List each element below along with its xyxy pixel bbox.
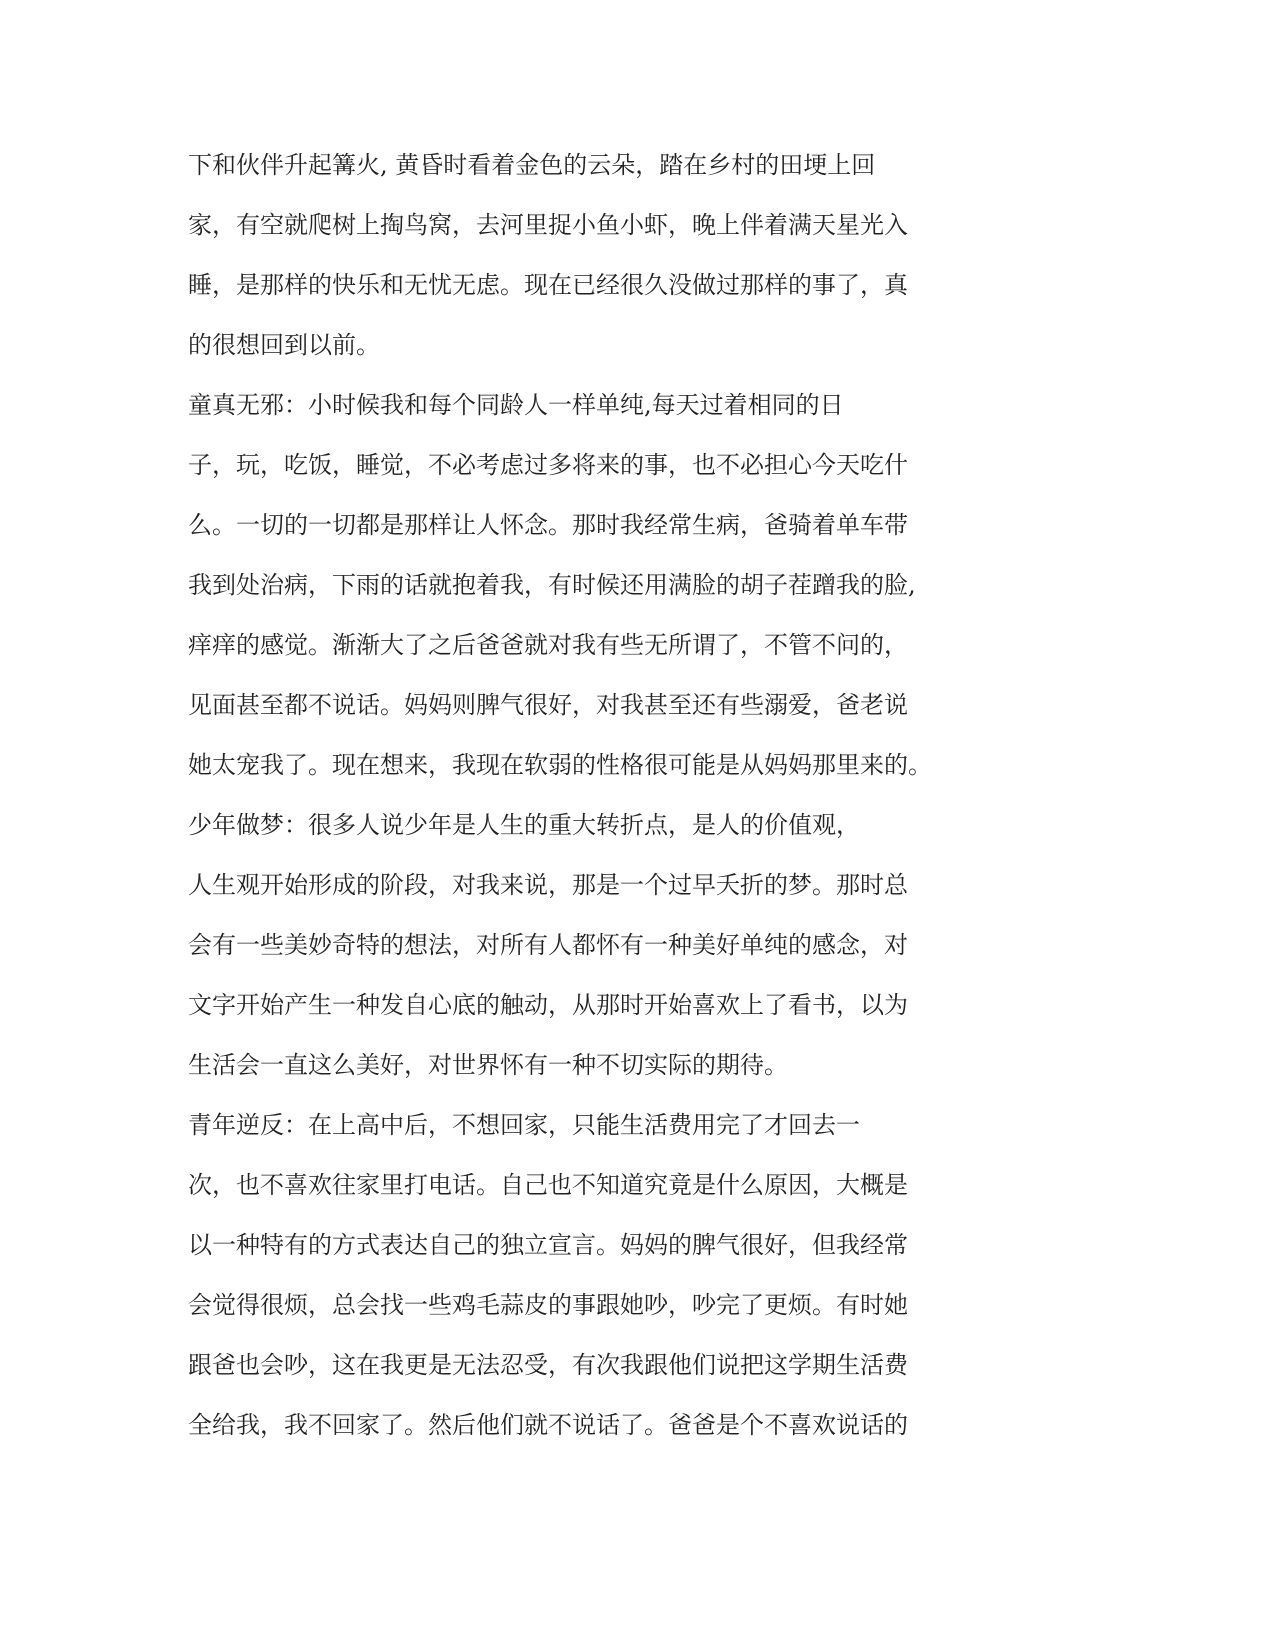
text-line: 会觉得很烦，总会找一些鸡毛蒜皮的事跟她吵，吵完了更烦。有时她 xyxy=(188,1291,908,1319)
text-line: 童真无邪：小时候我和每个同龄人一样单纯,每天过着相同的日 xyxy=(188,391,844,419)
text-line: 子，玩，吃饭，睡觉，不必考虑过多将来的事，也不必担心今天吃什 xyxy=(188,451,908,479)
body-text xyxy=(188,142,948,1462)
text-line: 见面甚至都不说话。妈妈则脾气很好，对我甚至还有些溺爱，爸老说 xyxy=(188,691,908,719)
text-line: 跟爸也会吵，这在我更是无法忍受，有次我跟他们说把这学期生活费 xyxy=(188,1351,908,1379)
text-line: 家，有空就爬树上掏鸟窝，去河里捉小鱼小虾，晚上伴着满天星光入 xyxy=(188,211,908,239)
text-line: 痒痒的感觉。渐渐大了之后爸爸就对我有些无所谓了，不管不问的， xyxy=(188,631,908,659)
text-line: 生活会一直这么美好，对世界怀有一种不切实际的期待。 xyxy=(188,1051,788,1079)
text-line: 她太宠我了。现在想来，我现在软弱的性格很可能是从妈妈那里来的。 xyxy=(188,751,932,779)
text-line: 以一种特有的方式表达自己的独立宣言。妈妈的脾气很好，但我经常 xyxy=(188,1231,908,1259)
text-line: 睡，是那样的快乐和无忧无虑。现在已经很久没做过那样的事了，真 xyxy=(188,271,908,299)
text-line: 青年逆反：在上高中后，不想回家，只能生活费用完了才回去一 xyxy=(188,1111,860,1139)
text-line: 次，也不喜欢往家里打电话。自己也不知道究竟是什么原因，大概是 xyxy=(188,1171,908,1199)
text-line: 全给我，我不回家了。然后他们就不说话了。爸爸是个不喜欢说话的 xyxy=(188,1411,908,1439)
text-line: 文字开始产生一种发自心底的触动，从那时开始喜欢上了看书，以为 xyxy=(188,991,908,1019)
text-line: 会有一些美妙奇特的想法，对所有人都怀有一种美好单纯的感念，对 xyxy=(188,931,908,959)
text-line: 人生观开始形成的阶段，对我来说，那是一个过早夭折的梦。那时总 xyxy=(188,871,908,899)
text-line: 么。一切的一切都是那样让人怀念。那时我经常生病，爸骑着单车带 xyxy=(188,511,908,539)
text-line: 下和伙伴升起篝火, 黄昏时看着金色的云朵，踏在乡村的田埂上回 xyxy=(188,151,876,179)
text-line: 我到处治病，下雨的话就抱着我，有时候还用满脸的胡子茬蹭我的脸, xyxy=(188,571,916,599)
text-line: 少年做梦：很多人说少年是人生的重大转折点，是人的价值观， xyxy=(188,811,860,839)
text-line: 的很想回到以前。 xyxy=(188,331,380,359)
